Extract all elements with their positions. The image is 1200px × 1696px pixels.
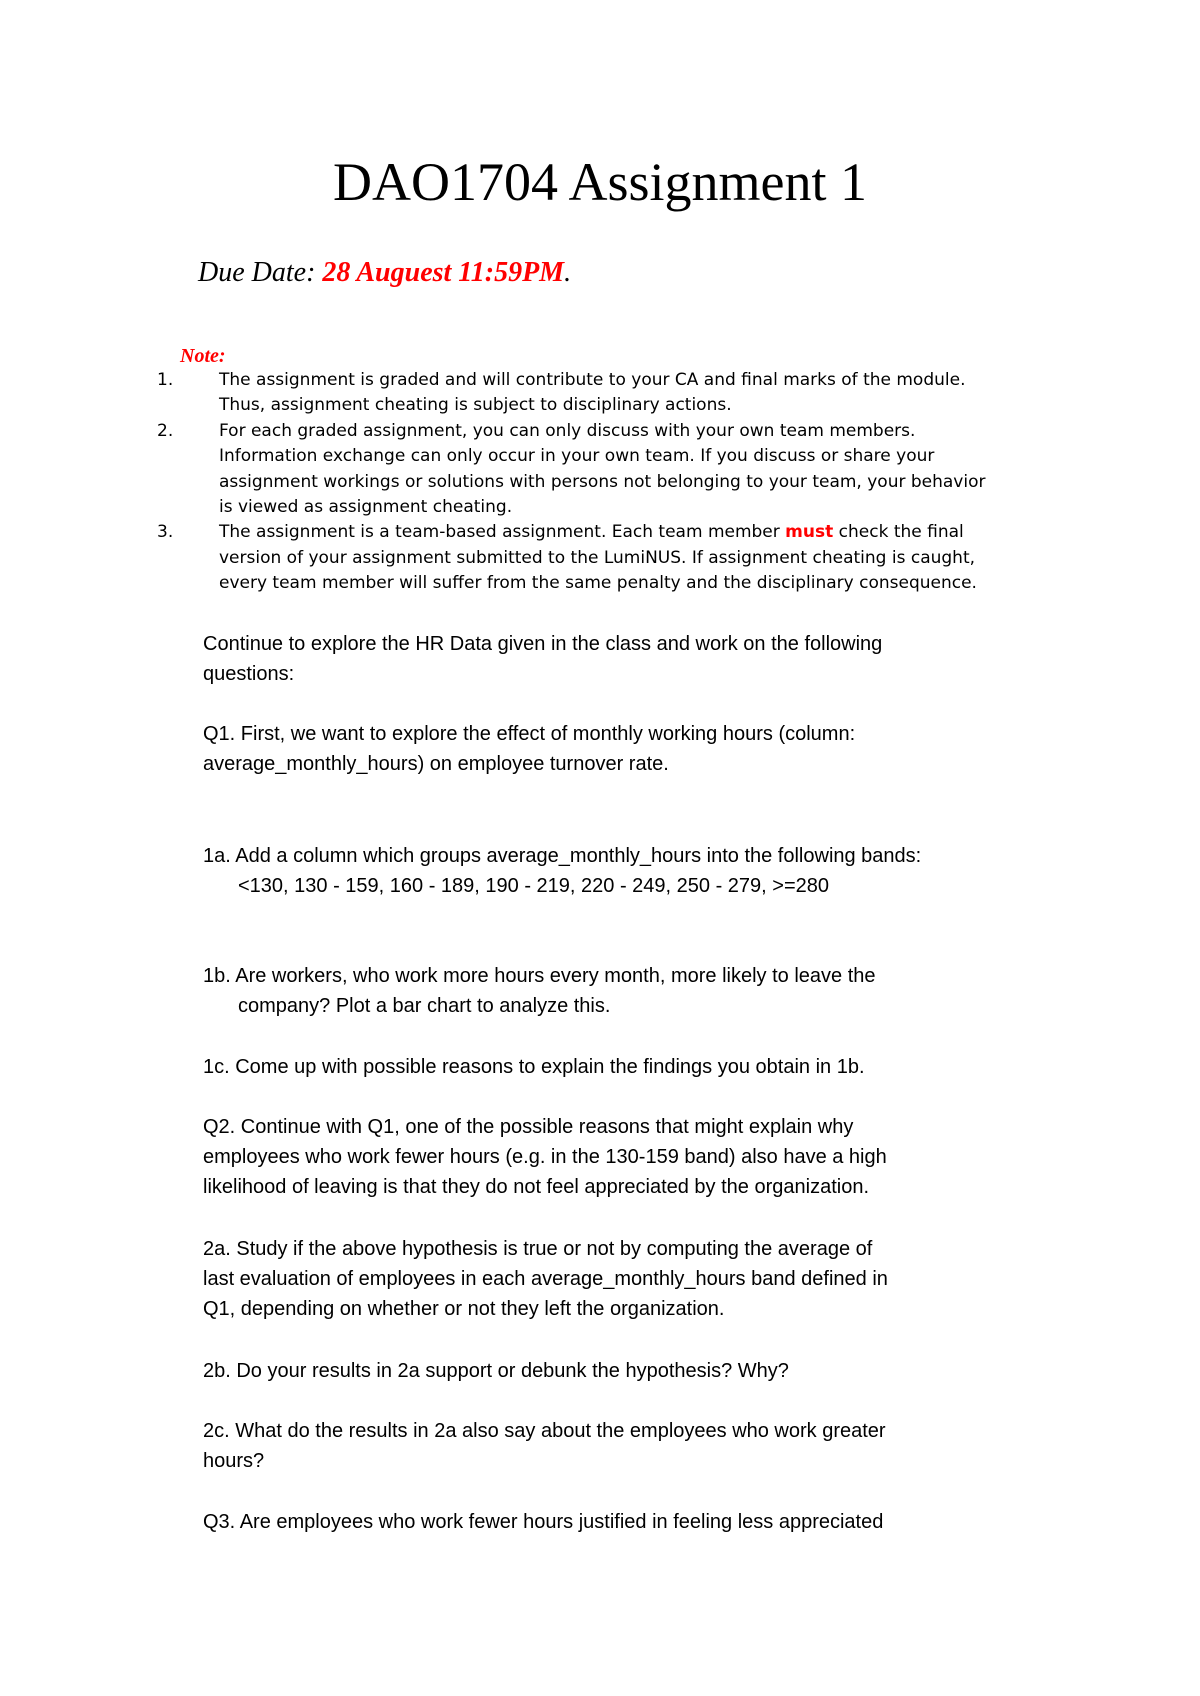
paragraph-line: hours? bbox=[203, 1450, 265, 1472]
note-item-line bbox=[219, 520, 1057, 545]
paragraph-line: 1b. Are workers, who work more hours every month, more likely to leave the bbox=[203, 965, 876, 987]
question-2c bbox=[203, 1416, 1003, 1476]
note-item-number: 2. bbox=[157, 420, 174, 441]
paragraph-line: questions: bbox=[203, 663, 295, 685]
paragraph-line: 2c. What do the results in 2a also say about the employees who work greater bbox=[203, 1420, 886, 1442]
question-q1 bbox=[203, 719, 1003, 779]
question-1a bbox=[203, 841, 1003, 901]
note-item-line: assignment workings or solutions with persons not belonging to your team, your behavior bbox=[219, 471, 986, 492]
note-item-line: Thus, assignment cheating is subject to disciplinary actions. bbox=[219, 395, 732, 416]
paragraph-line: 2a. Study if the above hypothesis is true or not by computing the average of bbox=[203, 1238, 873, 1260]
question-1b bbox=[203, 961, 1003, 1021]
paragraph-line: Q3. Are employees who work fewer hours justified in feeling less appreciated bbox=[203, 1511, 884, 1533]
paragraph-line: 1a. Add a column which groups average_monthly_hours into the following bands: bbox=[203, 845, 922, 867]
note-item-line: is viewed as assignment cheating. bbox=[219, 497, 513, 518]
note-list bbox=[157, 368, 1057, 597]
due-date bbox=[198, 256, 571, 290]
question-1c bbox=[203, 1052, 1003, 1082]
paragraph-line: 2b. Do your results in 2a support or debunk the hypothesis? Why? bbox=[203, 1360, 789, 1382]
due-date-value: 28 Auguest 11:59PM bbox=[322, 257, 565, 288]
note-item-number: 1. bbox=[157, 370, 174, 390]
paragraph-line: average_monthly_hours) on employee turnover rate. bbox=[203, 753, 669, 775]
note-item-line: version of your assignment submitted to the LumiNUS. If assignment cheating is caught, bbox=[219, 547, 976, 568]
must-emphasis: must bbox=[785, 522, 834, 543]
intro-paragraph bbox=[203, 629, 1003, 689]
note-text: The assignment is a team-based assignment. Each team member bbox=[219, 522, 786, 543]
question-q2 bbox=[203, 1112, 1003, 1202]
document-title: DAO1704 Assignment 1 bbox=[332, 152, 867, 212]
due-date-label: Due Date: bbox=[198, 257, 316, 288]
due-date-trail: . bbox=[564, 257, 572, 288]
paragraph-line: <130, 130 - 159, 160 - 189, 190 - 219, 220 - 249, 250 - 279, >=280 bbox=[238, 875, 830, 897]
paragraph-line: Continue to explore the HR Data given in the class and work on the following bbox=[203, 633, 883, 655]
note-item-line: Information exchange can only occur in your own team. If you discuss or share your bbox=[219, 446, 935, 467]
paragraph-line: Q1, depending on whether or not they left the organization. bbox=[203, 1298, 725, 1320]
note-item bbox=[157, 419, 1057, 521]
note-item bbox=[157, 368, 1057, 419]
note-label: Note: bbox=[180, 345, 226, 367]
paragraph-line: last evaluation of employees in each average_monthly_hours band defined in bbox=[203, 1268, 888, 1290]
paragraph-line: Q2. Continue with Q1, one of the possible reasons that might explain why bbox=[203, 1116, 854, 1138]
note-item-line: For each graded assignment, you can only discuss with your own team members. bbox=[219, 420, 916, 441]
note-text: check the final bbox=[833, 522, 964, 543]
question-2a bbox=[203, 1234, 1003, 1324]
note-item bbox=[157, 520, 1057, 596]
paragraph-line: employees who work fewer hours (e.g. in the 130-159 band) also have a high bbox=[203, 1146, 887, 1168]
note-item-line: every team member will suffer from the same penalty and the disciplinary consequence. bbox=[219, 573, 977, 594]
paragraph-line: Q1. First, we want to explore the effect of monthly working hours (column: bbox=[203, 723, 856, 745]
note-item-number: 3. bbox=[157, 522, 174, 543]
question-q3 bbox=[203, 1507, 1003, 1537]
note-item-line: The assignment is graded and will contribute to your CA and final marks of the module. bbox=[219, 370, 966, 390]
paragraph-line: company? Plot a bar chart to analyze this. bbox=[238, 995, 611, 1017]
paragraph-line: likelihood of leaving is that they do not feel appreciated by the organization. bbox=[203, 1176, 869, 1198]
paragraph-line: 1c. Come up with possible reasons to explain the findings you obtain in 1b. bbox=[203, 1056, 865, 1078]
question-2b bbox=[203, 1356, 1003, 1386]
